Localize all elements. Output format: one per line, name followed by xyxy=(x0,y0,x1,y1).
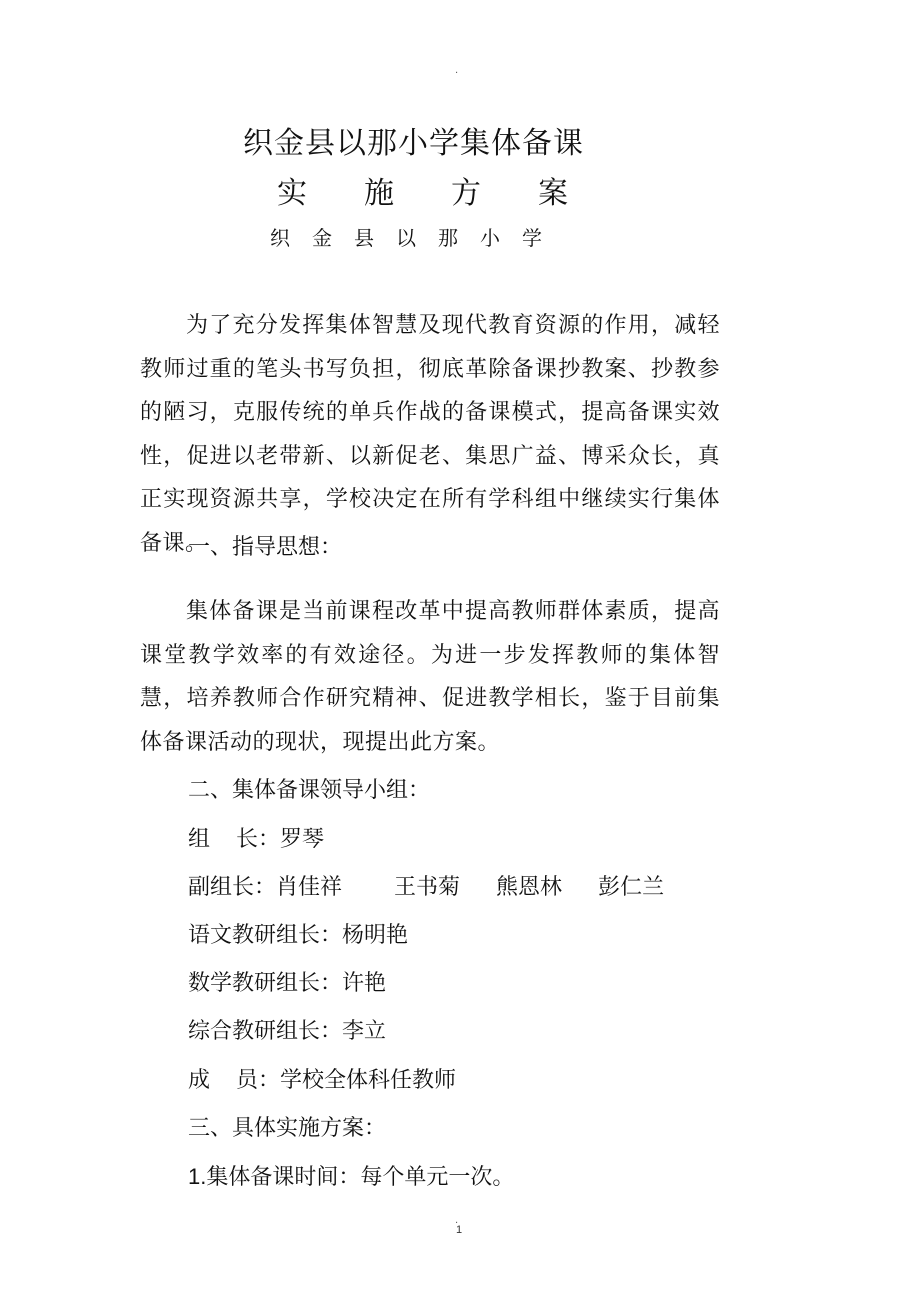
leader-name: 罗琴 xyxy=(280,827,325,852)
members-value: 学校全体科任教师 xyxy=(280,1068,457,1093)
section-2-heading: 二、集体备课领导小组： xyxy=(188,778,431,803)
deputy-name: 彭仁兰 xyxy=(598,875,665,900)
list-item-number: 1. xyxy=(188,1164,207,1189)
top-dot-mark: . xyxy=(455,65,459,76)
list-item xyxy=(188,1162,514,1193)
intro-paragraph: 为了充分发挥集体智慧及现代教育资源的作用，减轻教师过重的笔头书写负担，彻底革除备课抄教案、抄教参的陋习，克服传统的单兵作战的备课模式，提高备课实效性，促进以老带新、以新促老、集思广益、博采众长，真正实现资源共享，学校决定在所有学科组中继续实行集体备课。 xyxy=(140,313,720,556)
chinese-leader-name: 杨明艳 xyxy=(342,923,409,948)
deputy-name: 肖佳祥 xyxy=(276,875,343,900)
leader-row xyxy=(188,825,324,855)
math-leader-label: 数学教研组长： xyxy=(188,971,343,996)
deputy-name: 王书菊 xyxy=(394,875,461,900)
members-row xyxy=(188,1066,456,1096)
leader-label-b: 长： xyxy=(236,827,281,852)
chinese-leader-row xyxy=(188,921,408,951)
math-leader-name: 许艳 xyxy=(342,971,387,996)
section-1-body: 集体备课是当前课程改革中提高教师群体素质，提高课堂教学效率的有效途径。为进一步发挥教师的集体智慧，培养教师合作研究精神、促进教学相长，鉴于目前集体备课活动的现状，现提出此方案。 xyxy=(140,599,720,755)
members-label-a: 成 xyxy=(188,1068,211,1093)
section-3-heading: 三、具体实施方案： xyxy=(188,1116,387,1141)
deputy-label: 副组长： xyxy=(188,875,277,900)
page-number: 1 xyxy=(456,1224,463,1236)
general-leader-row xyxy=(188,1017,386,1047)
math-leader-row xyxy=(188,969,386,999)
members-label-b: 员： xyxy=(236,1068,281,1093)
bottom-dot-mark: . xyxy=(455,1215,459,1226)
chinese-leader-label: 语文教研组长： xyxy=(188,923,343,948)
document-title-line2: 实施方案 xyxy=(277,176,625,211)
deputy-name: 熊恩林 xyxy=(496,875,563,900)
document-author: 织金县以那小学 xyxy=(270,226,564,250)
section-1-heading: 一、指导思想： xyxy=(188,535,343,560)
list-item-text: 集体备课时间：每个单元一次。 xyxy=(206,1165,515,1190)
deputy-row xyxy=(188,873,664,903)
general-leader-name: 李立 xyxy=(342,1019,387,1044)
document-title: 织金县以那小学集体备课 xyxy=(243,126,584,161)
general-leader-label: 综合教研组长： xyxy=(188,1019,343,1044)
leader-label-a: 组 xyxy=(188,827,211,852)
